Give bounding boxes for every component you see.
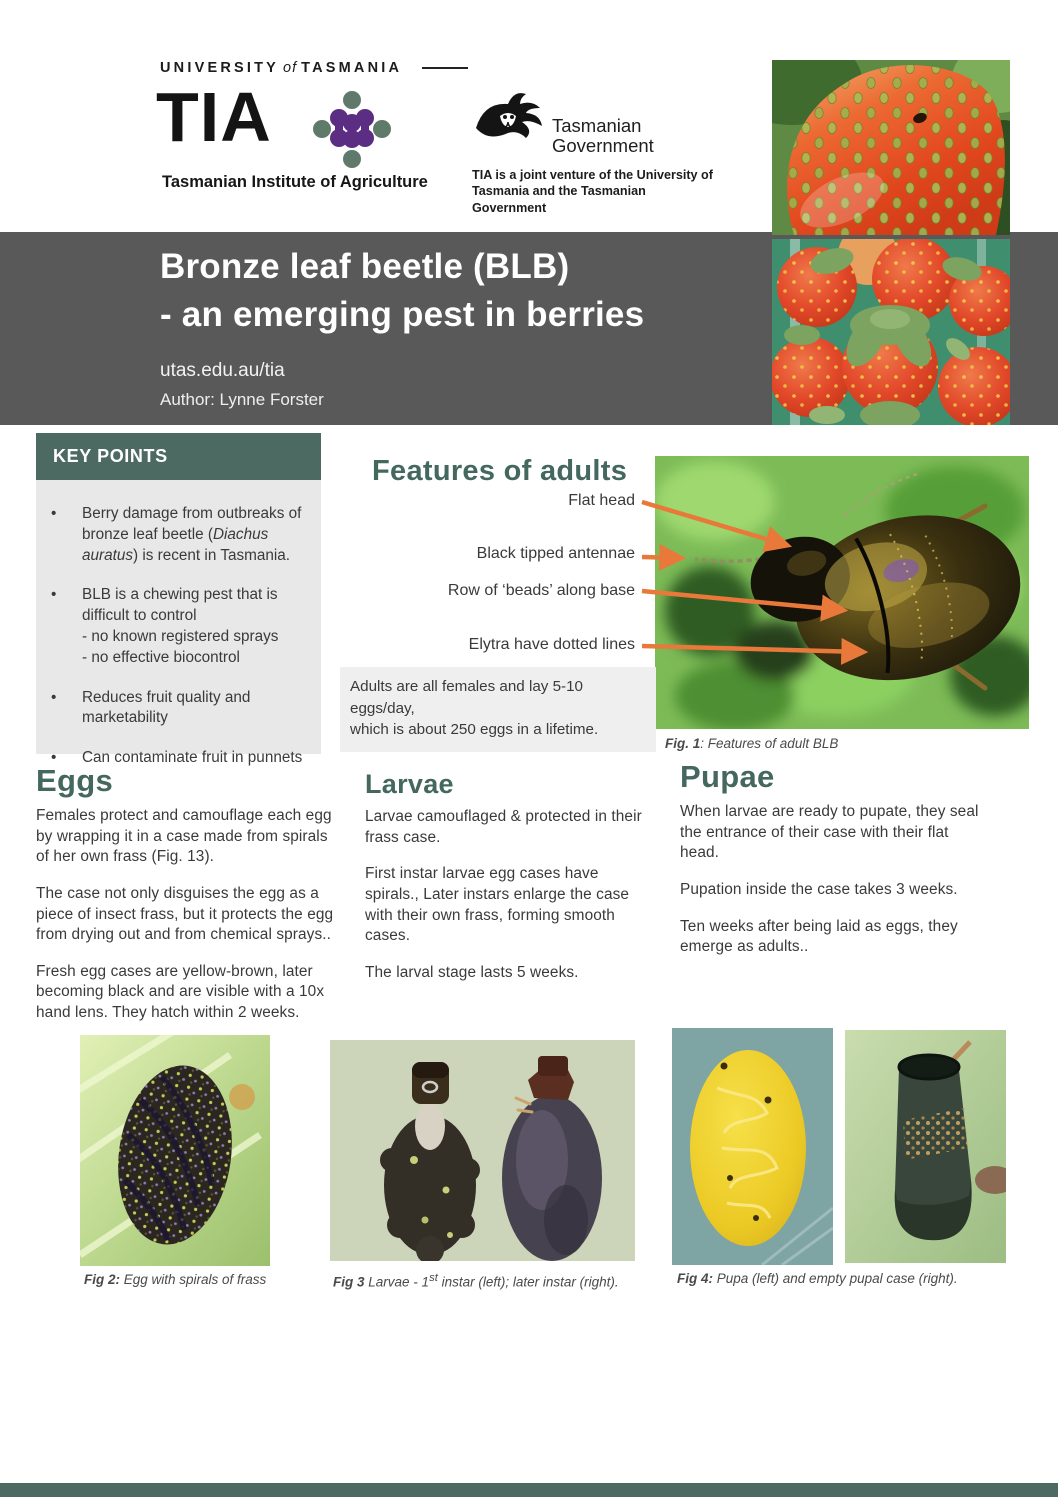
pupae-heading: Pupae <box>680 759 775 794</box>
feature-label-antennae: Black tipped antennae <box>476 545 635 562</box>
key-points-panel <box>36 480 321 767</box>
adult-info-box <box>340 667 656 752</box>
key-point-item: • Reduces fruit quality and marketability <box>36 688 311 730</box>
feature-label-elytra: Elytra have dotted lines <box>468 636 635 653</box>
government-logo-text <box>552 116 654 157</box>
strawberry-closeup-photo <box>772 60 1010 235</box>
key-point-item: • Berry damage from outbreaks of bronze leaf beetle (Diachus auratus) is recent in Tasmania. <box>36 504 311 566</box>
page-title-line1: Bronze leaf beetle (BLB) <box>160 247 570 286</box>
key-points-title: KEY POINTS <box>53 446 168 466</box>
author-line: Author: Lynne Forster <box>160 390 324 409</box>
key-point-item: • BLB is a chewing pest that is difficult to control - no known registered sprays - no effective biocontrol <box>36 585 311 668</box>
eggs-paragraph: Fresh egg cases are yellow-brown, later becoming black and are visible with a 10x hand lens. They hatch within 2 weeks. <box>36 962 325 1022</box>
footer-bar <box>0 1483 1058 1497</box>
key-point-item: • Can contaminate fruit in punnets <box>36 748 311 769</box>
eggs-heading: Eggs <box>36 763 113 798</box>
key-points-list <box>36 504 311 769</box>
features-heading: Features of adults <box>372 455 628 487</box>
fig3-caption: Fig 3 Larvae - 1st instar (left); later instar (right). <box>333 1272 619 1290</box>
government-line2: Government <box>552 135 654 157</box>
government-line1: Tasmanian <box>552 115 642 136</box>
eggs-paragraph: The case not only disguises the egg as a piece of insect frass, but it protects the egg from drying out and from chemical sprays.. <box>36 884 334 944</box>
fig2-caption: Fig 2: Egg with spirals of frass <box>84 1272 267 1287</box>
fig1-caption: Fig. 1: Features of adult BLB <box>665 736 839 751</box>
university-word2: TASMANIA <box>301 60 403 76</box>
strawberry-punnet-photo <box>772 239 1010 425</box>
tasmanian-government-logo-icon <box>470 86 550 155</box>
tia-institute-name: Tasmanian Institute of Agriculture <box>162 173 428 191</box>
fig3-larvae-photo <box>330 1040 635 1261</box>
pupae-section <box>680 759 985 974</box>
feature-labels <box>340 450 635 680</box>
page-title <box>160 243 644 339</box>
university-word1: UNIVERSITY <box>160 60 280 76</box>
pupae-paragraph: Pupation inside the case takes 3 weeks. <box>680 880 958 898</box>
larvae-heading: Larvae <box>365 769 454 799</box>
university-wordmark <box>160 60 468 76</box>
pupae-paragraph: When larvae are ready to pupate, they seal the entrance of their case with their flat head. <box>680 803 979 862</box>
larvae-paragraph: Larvae camouflaged & protected in their frass case. <box>365 808 642 846</box>
key-points-header <box>36 433 321 480</box>
feature-label-beads: Row of ‘beads’ along base <box>447 582 635 599</box>
tia-dots-logo-icon <box>312 90 392 175</box>
larvae-paragraph: The larval stage lasts 5 weeks. <box>365 963 579 981</box>
fig2-egg-photo <box>80 1035 270 1266</box>
larvae-section <box>365 769 649 999</box>
adult-info-line1: Adults are all females and lay 5-10 eggs/day, <box>350 678 584 717</box>
website-link[interactable]: utas.edu.au/tia <box>160 360 285 381</box>
larvae-paragraph: First instar larvae egg cases have spirals., Later instars enlarge the case with their own frass, forming smooth cases. <box>365 865 630 945</box>
eggs-paragraph: Females protect and camouflage each egg by wrapping it in a case made from spirals of her own frass (Fig. 13). <box>36 807 332 866</box>
fig4-pupal-case-photo <box>845 1030 1006 1263</box>
feature-label-flat-head: Flat head <box>568 492 635 509</box>
university-of: of <box>283 60 298 76</box>
fig4-pupa-photo <box>672 1028 833 1265</box>
joint-venture-note: TIA is a joint venture of the University of Tasmania and the Tasmanian Government <box>472 168 713 215</box>
pupae-paragraph: Ten weeks after being laid as eggs, they emerge as adults.. <box>680 917 958 956</box>
adult-beetle-photo <box>655 456 1029 729</box>
fig4-caption: Fig 4: Pupa (left) and empty pupal case (right). <box>677 1271 958 1286</box>
adult-info-line2: which is about 250 eggs in a lifetime. <box>350 721 599 739</box>
page-title-line2: - an emerging pest in berries <box>160 294 645 334</box>
tia-logo-text: TIA <box>156 78 272 156</box>
eggs-section <box>36 763 343 1040</box>
wordmark-dash <box>422 67 468 69</box>
